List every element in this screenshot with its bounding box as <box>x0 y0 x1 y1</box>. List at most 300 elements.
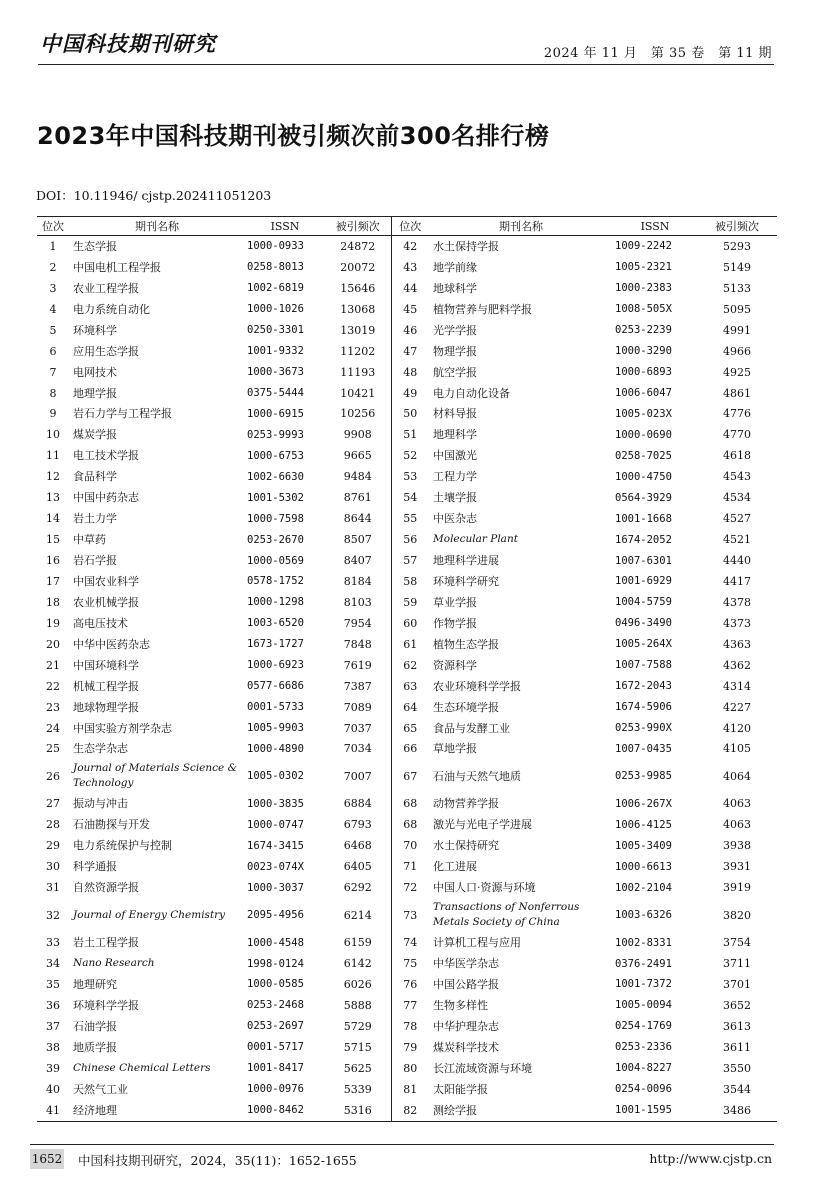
citation-count-cell: 5293 <box>723 239 751 253</box>
rank-cell: 22 <box>46 679 60 693</box>
citation-count-cell: 10256 <box>340 407 376 421</box>
citation-count-cell: 5133 <box>723 281 751 295</box>
rank-cell: 81 <box>391 1079 429 1100</box>
citation-count-cell: 4314 <box>723 679 751 693</box>
journal-name-cell: 岩石力学与工程学报 <box>73 407 172 421</box>
rank-cell: 3 <box>49 281 57 295</box>
header-rule <box>38 64 774 65</box>
rank-cell: 11 <box>46 449 60 463</box>
citation-count-cell: 6405 <box>343 860 372 874</box>
table-row <box>37 404 777 425</box>
issn-cell: 1000-3835 <box>247 797 304 810</box>
journal-name-cell: 中医杂志 <box>433 512 477 526</box>
issn-cell: 0577-6686 <box>247 680 304 693</box>
issn-cell: 1002-2104 <box>615 881 672 894</box>
citation-count-cell: 11193 <box>340 365 376 379</box>
issn-cell: 1000-3290 <box>615 345 672 358</box>
header-journal-name: 期刊名称 <box>429 217 611 236</box>
citation-count-cell: 4120 <box>723 721 751 735</box>
journal-name-cell: 地理科学 <box>433 428 477 442</box>
citation-count-cell: 4925 <box>723 365 751 379</box>
rank-cell: 67 <box>391 759 429 793</box>
journal-name-cell: 中国公路学报 <box>433 977 499 991</box>
journal-name-cell: 化工进展 <box>433 860 477 874</box>
journal-name-cell: 地质学报 <box>73 1040 117 1054</box>
header-citations: 被引频次 <box>325 217 391 236</box>
citation-count-cell: 4776 <box>723 407 751 421</box>
citation-count-cell: 3613 <box>723 1019 751 1033</box>
issn-cell: 1008-505X <box>615 303 672 316</box>
rank-cell: 72 <box>391 877 429 898</box>
issn-cell: 0564-3929 <box>615 491 672 504</box>
journal-name-cell: 农业工程学报 <box>73 281 139 295</box>
rank-cell: 77 <box>391 995 429 1016</box>
citation-count-cell: 4227 <box>723 700 751 714</box>
rank-cell: 63 <box>391 676 429 697</box>
citation-count-cell: 3652 <box>723 998 751 1012</box>
rank-cell: 48 <box>391 362 429 383</box>
rank-cell: 35 <box>46 977 60 991</box>
journal-name-cell: 测绘学报 <box>433 1103 477 1117</box>
table-body <box>37 236 777 1121</box>
table-row <box>37 257 777 278</box>
rank-cell: 12 <box>46 470 60 484</box>
table-row <box>37 466 777 487</box>
rank-cell: 5 <box>49 323 57 337</box>
issn-cell: 2095-4956 <box>247 909 304 922</box>
journal-name-cell: 地理学报 <box>73 386 117 400</box>
citation-count-cell: 4417 <box>723 574 751 588</box>
citation-count-cell: 4064 <box>723 769 751 783</box>
journal-name-cell: 长江流域资源与环境 <box>433 1061 532 1075</box>
table-row <box>37 932 777 953</box>
journal-name-cell: 中国农业科学 <box>73 574 139 588</box>
issn-cell: 1000-0569 <box>247 554 304 567</box>
citation-count-cell: 6884 <box>343 797 372 811</box>
table-row <box>37 995 777 1016</box>
rank-cell: 55 <box>391 508 429 529</box>
table-row <box>37 383 777 404</box>
issn-cell: 1000-0976 <box>247 1083 304 1096</box>
rank-cell: 15 <box>46 533 60 547</box>
rank-cell: 38 <box>46 1040 60 1054</box>
journal-name-cell: 岩石学报 <box>73 554 117 568</box>
issn-cell: 0496-3490 <box>615 617 672 630</box>
citation-count-cell: 8761 <box>343 491 372 505</box>
journal-name-cell: 植物营养与肥料学报 <box>433 302 532 316</box>
rank-cell: 52 <box>391 445 429 466</box>
rank-cell: 74 <box>391 932 429 953</box>
rank-cell: 2 <box>49 260 57 274</box>
issn-cell: 1002-8331 <box>615 936 672 949</box>
citation-count-cell: 20072 <box>340 260 376 274</box>
citation-count-cell: 3820 <box>723 908 751 922</box>
journal-name-cell: 中国实验方剂学杂志 <box>73 721 172 735</box>
rank-cell: 44 <box>391 278 429 299</box>
rank-cell: 59 <box>391 592 429 613</box>
rank-cell: 46 <box>391 320 429 341</box>
citation-count-cell: 4861 <box>723 386 751 400</box>
issn-cell: 1001-9332 <box>247 345 304 358</box>
issn-cell: 1001-1668 <box>615 512 672 525</box>
table-header-row <box>37 217 777 236</box>
journal-name-cell: 岩土工程学报 <box>73 936 139 950</box>
issn-cell: 1000-6753 <box>247 449 304 462</box>
journal-name-cell: Journal of Energy Chemistry <box>73 908 226 921</box>
header-rank: 位次 <box>391 217 429 236</box>
citation-count-cell: 7034 <box>343 742 372 756</box>
header-issn: ISSN <box>611 217 697 236</box>
table-row <box>37 1016 777 1037</box>
rank-cell: 34 <box>46 957 60 971</box>
journal-name-cell: 食品科学 <box>73 470 117 484</box>
rank-cell: 42 <box>391 236 429 257</box>
footer-citation: 中国科技期刊研究，2024，35(11)：1652-1655 <box>78 1153 357 1168</box>
journal-name-cell: 应用生态学报 <box>73 344 139 358</box>
citation-count-cell: 4770 <box>723 428 751 442</box>
citation-count-cell: 7848 <box>343 637 372 651</box>
issn-cell: 1001-1595 <box>615 1104 672 1117</box>
journal-name-cell: 环境科学 <box>73 323 117 337</box>
header-journal-name: 期刊名称 <box>69 217 243 236</box>
issn-cell: 1006-6047 <box>615 387 672 400</box>
rank-cell: 20 <box>46 637 60 651</box>
issn-cell: 1000-6923 <box>247 659 304 672</box>
citation-count-cell: 3931 <box>723 860 751 874</box>
issn-cell: 1005-3409 <box>615 839 672 852</box>
table-row <box>37 697 777 718</box>
rank-cell: 33 <box>46 936 60 950</box>
journal-name-cell: 生物多样性 <box>433 998 488 1012</box>
issn-cell: 1000-4890 <box>247 742 304 755</box>
rank-cell: 56 <box>391 529 429 550</box>
citation-count-cell: 4362 <box>723 658 751 672</box>
citation-count-cell: 5316 <box>343 1103 372 1117</box>
article-title: 2023年中国科技期刊被引频次前300名排行榜 <box>37 122 550 150</box>
citation-count-cell: 6793 <box>343 818 372 832</box>
issn-cell: 1000-6915 <box>247 407 304 420</box>
citation-count-cell: 10421 <box>340 386 376 400</box>
citation-count-cell: 5888 <box>343 998 372 1012</box>
citation-count-cell: 4363 <box>723 637 751 651</box>
issn-cell: 1004-8227 <box>615 1062 672 1075</box>
rank-cell: 27 <box>46 797 60 811</box>
citation-count-cell: 4063 <box>723 797 751 811</box>
journal-name-cell: 农业环境科学学报 <box>433 679 521 693</box>
journal-name-cell: 植物生态学报 <box>433 637 499 651</box>
header-rank: 位次 <box>37 217 69 236</box>
table-row <box>37 739 777 760</box>
citation-count-cell: 9484 <box>343 470 372 484</box>
citation-count-cell: 4966 <box>723 344 751 358</box>
issn-cell: 1002-6630 <box>247 470 304 483</box>
issn-cell: 0250-3301 <box>247 324 304 337</box>
journal-name-cell: 生态环境学报 <box>433 700 499 714</box>
citation-count-cell: 6159 <box>343 936 372 950</box>
table-row <box>37 320 777 341</box>
issn-cell: 1673-1727 <box>247 638 304 651</box>
citation-count-cell: 5095 <box>723 302 751 316</box>
journal-name-cell: 地学前缘 <box>433 260 477 274</box>
issn-cell: 1009-2242 <box>615 240 672 253</box>
journal-logo: 中国科技期刊研究 <box>40 31 216 56</box>
issn-cell: 0253-9985 <box>615 770 672 783</box>
rank-cell: 10 <box>46 428 60 442</box>
table-row <box>37 299 777 320</box>
rank-cell: 9 <box>49 407 57 421</box>
journal-name-cell: 石油勘探与开发 <box>73 818 150 832</box>
rank-cell: 21 <box>46 658 60 672</box>
rank-cell: 26 <box>46 769 60 783</box>
issn-cell: 1006-4125 <box>615 818 672 831</box>
journal-name-cell: 石油学报 <box>73 1019 117 1033</box>
rank-cell: 17 <box>46 574 60 588</box>
table-row <box>37 487 777 508</box>
journal-name-cell: Nano Research <box>73 957 155 970</box>
issn-cell: 1000-3037 <box>247 881 304 894</box>
rank-cell: 49 <box>391 383 429 404</box>
citation-count-cell: 5149 <box>723 260 751 274</box>
footer-rule <box>30 1144 774 1145</box>
issn-cell: 0376-2491 <box>615 957 672 970</box>
journal-name-cell: 水土保持学报 <box>433 239 499 253</box>
table-row <box>37 424 777 445</box>
journal-name-cell: 中国中药杂志 <box>73 491 139 505</box>
issn-cell: 1007-7588 <box>615 659 672 672</box>
citation-count-cell: 4373 <box>723 616 751 630</box>
journal-name-cell: 草业学报 <box>433 595 477 609</box>
rank-cell: 14 <box>46 512 60 526</box>
citation-count-cell: 3486 <box>723 1103 751 1117</box>
issn-cell: 0001-5733 <box>247 701 304 714</box>
issn-cell: 1003-6520 <box>247 617 304 630</box>
issn-cell: 1005-2321 <box>615 261 672 274</box>
rank-cell: 39 <box>46 1061 60 1075</box>
issn-cell: 1000-8462 <box>247 1104 304 1117</box>
rank-cell: 57 <box>391 550 429 571</box>
issn-cell: 0001-5717 <box>247 1041 304 1054</box>
journal-name-cell: 生态学杂志 <box>73 742 128 756</box>
rank-cell: 79 <box>391 1037 429 1058</box>
issn-cell: 1005-264X <box>615 638 672 651</box>
issn-cell: 1003-6326 <box>615 909 672 922</box>
header-issn: ISSN <box>243 217 325 236</box>
journal-name-cell: 农业机械学报 <box>73 595 139 609</box>
citation-count-cell: 7007 <box>343 769 372 783</box>
rank-cell: 6 <box>49 344 57 358</box>
journal-name-cell: 地理研究 <box>73 977 117 991</box>
citation-count-cell: 5339 <box>343 1082 372 1096</box>
rank-cell: 75 <box>391 953 429 974</box>
issn-cell: 0258-7025 <box>615 449 672 462</box>
citation-count-cell: 5729 <box>343 1019 372 1033</box>
rank-cell: 51 <box>391 424 429 445</box>
citation-count-cell: 8103 <box>343 595 372 609</box>
table-row <box>37 974 777 995</box>
rank-cell: 40 <box>46 1082 60 1096</box>
rank-cell: 70 <box>391 835 429 856</box>
citation-count-cell: 3938 <box>723 839 751 853</box>
table-row <box>37 676 777 697</box>
journal-name-cell: 环境科学学报 <box>73 998 139 1012</box>
citation-count-cell: 13019 <box>340 323 376 337</box>
citation-count-cell: 9665 <box>343 449 372 463</box>
citation-count-cell: 11202 <box>340 344 376 358</box>
journal-name-cell: 水土保持研究 <box>433 839 499 853</box>
citation-count-cell: 5625 <box>343 1061 372 1075</box>
footer-url: http://www.cjstp.cn <box>649 1151 772 1166</box>
table-row <box>37 1100 777 1121</box>
issn-cell: 1998-0124 <box>247 957 304 970</box>
rank-cell: 62 <box>391 655 429 676</box>
issn-cell: 1674-5906 <box>615 701 672 714</box>
issn-cell: 1006-267X <box>615 797 672 810</box>
table-row <box>37 655 777 676</box>
rank-cell: 28 <box>46 818 60 832</box>
citation-count-cell: 8407 <box>343 554 372 568</box>
issn-cell: 1000-4548 <box>247 936 304 949</box>
journal-name-cell: 生态学报 <box>73 239 117 253</box>
issn-cell: 0258-8013 <box>247 261 304 274</box>
issn-cell: 1000-0933 <box>247 240 304 253</box>
rank-cell: 25 <box>46 742 60 756</box>
journal-name-cell: 经济地理 <box>73 1103 117 1117</box>
issn-cell: 1005-0302 <box>247 770 304 783</box>
issn-cell: 0578-1752 <box>247 575 304 588</box>
issn-cell: 1001-7372 <box>615 978 672 991</box>
rank-cell: 31 <box>46 881 60 895</box>
journal-name-cell: 环境科学研究 <box>433 574 499 588</box>
table-row <box>37 1079 777 1100</box>
journal-name-cell: Molecular Plant <box>433 533 518 546</box>
rank-cell: 18 <box>46 595 60 609</box>
rank-cell: 24 <box>46 721 60 735</box>
journal-name-cell: 煤炭学报 <box>73 428 117 442</box>
citation-count-cell: 7387 <box>343 679 372 693</box>
journal-name-cell: 机械工程学报 <box>73 679 139 693</box>
rank-cell: 53 <box>391 466 429 487</box>
citation-count-cell: 4063 <box>723 818 751 832</box>
header-citations: 被引频次 <box>697 217 777 236</box>
table-row <box>37 718 777 739</box>
citation-count-cell: 7089 <box>343 700 372 714</box>
journal-name-cell: 地球科学 <box>433 281 477 295</box>
issn-cell: 1000-0747 <box>247 818 304 831</box>
ranking-table-wrapper <box>37 216 777 1122</box>
journal-name-cell: Journal of Materials Science & Technology <box>73 762 237 790</box>
citation-count-cell: 4543 <box>723 470 751 484</box>
rank-cell: 41 <box>46 1103 60 1117</box>
journal-name-cell: 中国激光 <box>433 449 477 463</box>
citation-count-cell: 6026 <box>343 977 372 991</box>
rank-cell: 23 <box>46 700 60 714</box>
issn-cell: 0253-9993 <box>247 428 304 441</box>
journal-name-cell: 电力自动化设备 <box>433 386 510 400</box>
journal-name-cell: 地球物理学报 <box>73 700 139 714</box>
journal-name-cell: 草地学报 <box>433 742 477 756</box>
table-row <box>37 508 777 529</box>
issn-cell: 1005-9903 <box>247 722 304 735</box>
citation-count-cell: 7619 <box>343 658 372 672</box>
issn-cell: 1004-5759 <box>615 596 672 609</box>
citation-count-cell: 8507 <box>343 533 372 547</box>
issn-cell: 1674-3415 <box>247 839 304 852</box>
journal-name-cell: 工程力学 <box>433 470 477 484</box>
issn-cell: 1002-6819 <box>247 282 304 295</box>
issn-cell: 0253-2697 <box>247 1020 304 1033</box>
journal-name-cell: 石油与天然气地质 <box>433 769 521 783</box>
journal-name-cell: 自然资源学报 <box>73 881 139 895</box>
doi: DOI：10.11946/ cjstp.202411051203 <box>36 188 272 203</box>
citation-count-cell: 4378 <box>723 595 751 609</box>
citation-count-cell: 15646 <box>340 281 376 295</box>
rank-cell: 64 <box>391 697 429 718</box>
journal-name-cell: 中华中医药杂志 <box>73 637 150 651</box>
journal-name-cell: 地理科学进展 <box>433 554 499 568</box>
rank-cell: 68 <box>391 793 429 814</box>
journal-name-cell: 中草药 <box>73 533 106 547</box>
citation-count-cell: 3701 <box>723 977 751 991</box>
rank-cell: 66 <box>391 739 429 760</box>
table-row <box>37 953 777 974</box>
issn-cell: 1000-7598 <box>247 512 304 525</box>
citation-count-cell: 4534 <box>723 491 751 505</box>
issn-cell: 1000-6893 <box>615 366 672 379</box>
rank-cell: 82 <box>391 1100 429 1121</box>
issn-cell: 1672-2043 <box>615 680 672 693</box>
rank-cell: 45 <box>391 299 429 320</box>
issn-cell: 0254-0096 <box>615 1083 672 1096</box>
rank-cell: 16 <box>46 554 60 568</box>
journal-name-cell: 天然气工业 <box>73 1082 128 1096</box>
journal-name-cell: 激光与光电子学进展 <box>433 818 532 832</box>
rank-cell: 61 <box>391 634 429 655</box>
journal-name-cell: 电网技术 <box>73 365 117 379</box>
rank-cell: 43 <box>391 257 429 278</box>
issn-cell: 1007-6301 <box>615 554 672 567</box>
journal-name-cell: 物理学报 <box>433 344 477 358</box>
rank-cell: 13 <box>46 491 60 505</box>
table-row <box>37 856 777 877</box>
table-row <box>37 445 777 466</box>
issn-cell: 1000-3673 <box>247 366 304 379</box>
journal-name-cell: 高电压技术 <box>73 616 128 630</box>
citation-count-cell: 3711 <box>723 957 751 971</box>
journal-name-cell: 作物学报 <box>433 616 477 630</box>
issn-cell: 1001-8417 <box>247 1062 304 1075</box>
citation-count-cell: 4105 <box>723 742 751 756</box>
rank-cell: 80 <box>391 1058 429 1079</box>
journal-name-cell: 中国人口·资源与环境 <box>433 881 536 895</box>
citation-count-cell: 6214 <box>343 908 372 922</box>
journal-name-cell: 振动与冲击 <box>73 797 128 811</box>
issn-cell: 1005-023X <box>615 407 672 420</box>
issn-cell: 1001-6929 <box>615 575 672 588</box>
rank-cell: 65 <box>391 718 429 739</box>
issn-cell: 0253-2239 <box>615 324 672 337</box>
journal-name-cell: 材料导报 <box>433 407 477 421</box>
citation-count-cell: 3754 <box>723 936 751 950</box>
rank-cell: 78 <box>391 1016 429 1037</box>
rank-cell: 60 <box>391 613 429 634</box>
citation-count-cell: 3544 <box>723 1082 751 1096</box>
citation-count-cell: 9908 <box>343 428 372 442</box>
table-row <box>37 1037 777 1058</box>
journal-name-cell: 食品与发酵工业 <box>433 721 510 735</box>
issn-cell: 0023-074X <box>247 860 304 873</box>
issn-cell: 1001-5302 <box>247 491 304 504</box>
issue-info: 2024 年 11 月 第 35 卷 第 11 期 <box>543 46 772 61</box>
